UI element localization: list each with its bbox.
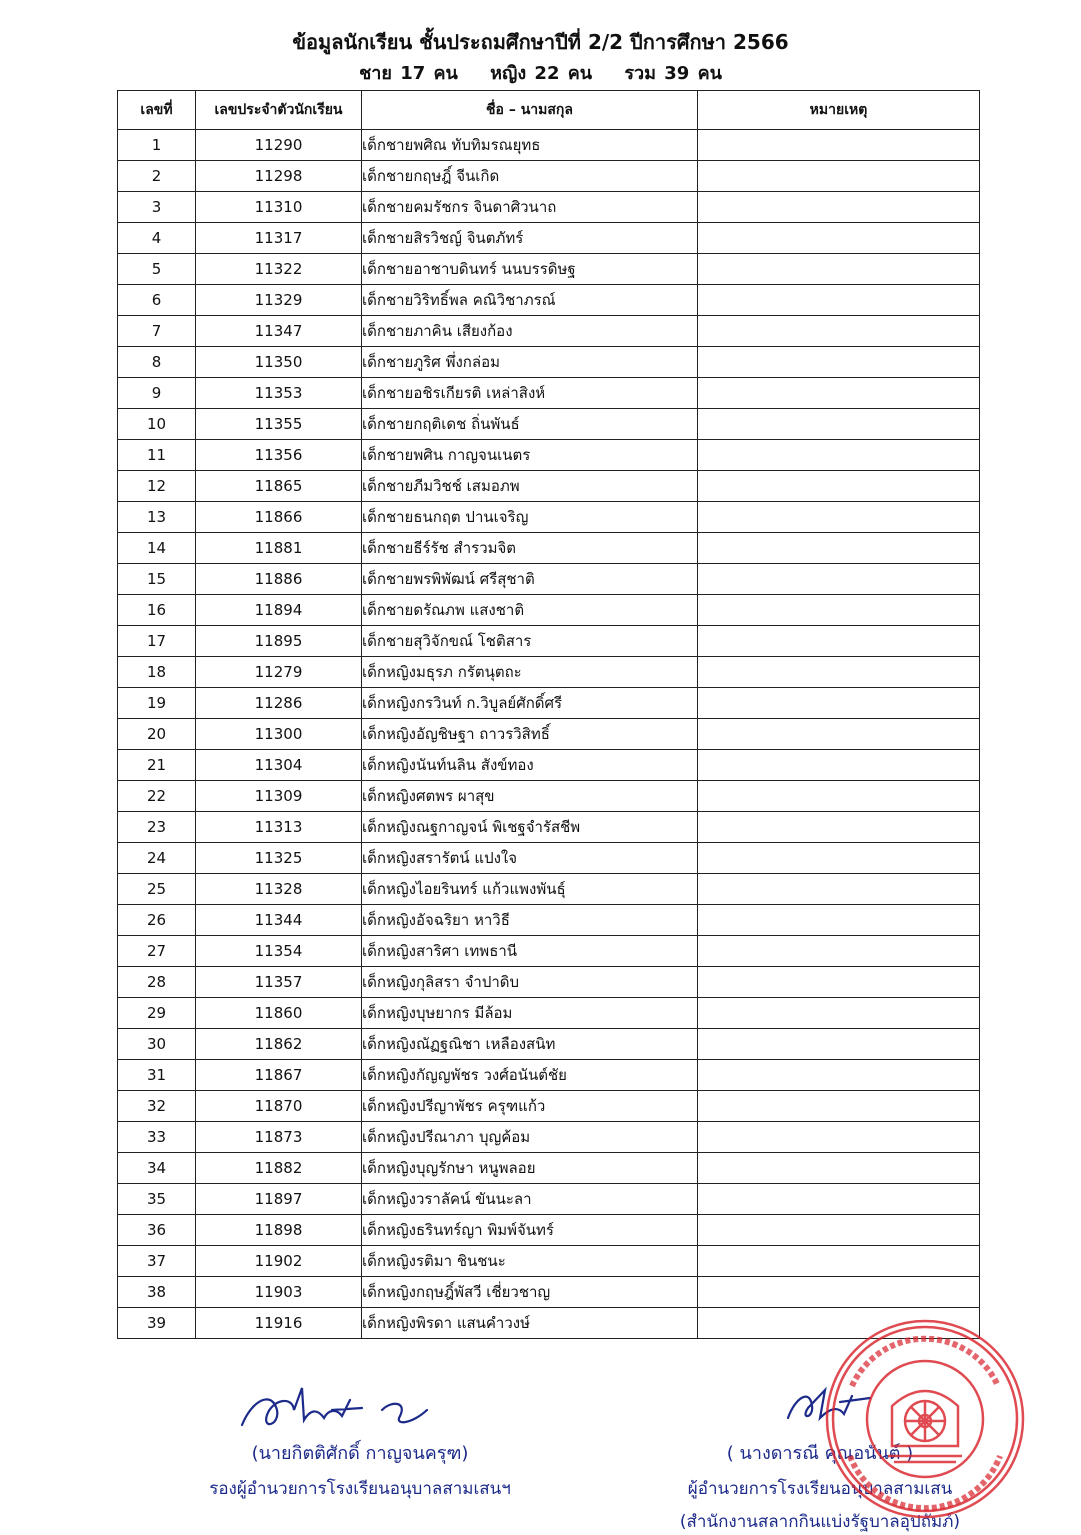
cell-student-id: 11902 — [196, 1246, 362, 1277]
cell-note — [698, 657, 980, 688]
female-count: หญิง 22 คน — [490, 63, 593, 84]
cell-note — [698, 719, 980, 750]
table-body — [118, 130, 980, 1339]
cell-name: เด็กชายพศิน กาญจนเนตร — [362, 440, 698, 471]
cell-name: เด็กชายกฤติเดช ถิ่นพันธ์ — [362, 409, 698, 440]
cell-no: 12 — [118, 471, 196, 502]
cell-student-id: 11298 — [196, 161, 362, 192]
header-no: เลขที่ — [118, 91, 196, 130]
cell-student-id: 11862 — [196, 1029, 362, 1060]
cell-student-id: 11870 — [196, 1091, 362, 1122]
cell-no: 34 — [118, 1153, 196, 1184]
enrollment-summary — [0, 58, 1081, 87]
cell-note — [698, 750, 980, 781]
cell-student-id: 11895 — [196, 626, 362, 657]
cell-note — [698, 130, 980, 161]
cell-name: เด็กหญิงกัญญพัชร วงศ์อนันต์ชัย — [362, 1060, 698, 1091]
cell-no: 7 — [118, 316, 196, 347]
cell-note — [698, 1277, 980, 1308]
cell-name: เด็กชายพรพิพัฒน์ ศรีสุชาติ — [362, 564, 698, 595]
cell-note — [698, 409, 980, 440]
cell-name: เด็กหญิงธรินทร์ญา พิมพ์จันทร์ — [362, 1215, 698, 1246]
cell-student-id: 11350 — [196, 347, 362, 378]
table-row — [118, 1122, 980, 1153]
cell-no: 28 — [118, 967, 196, 998]
table-row — [118, 130, 980, 161]
student-roster-table — [117, 90, 980, 1339]
cell-no: 19 — [118, 688, 196, 719]
cell-name: เด็กชายภาคิน เสียงก้อง — [362, 316, 698, 347]
cell-note — [698, 1184, 980, 1215]
school-seal-stamp — [822, 1316, 1028, 1522]
cell-name: เด็กหญิงศตพร ผาสุข — [362, 781, 698, 812]
table-row — [118, 1246, 980, 1277]
cell-no: 3 — [118, 192, 196, 223]
table-row — [118, 564, 980, 595]
table-row — [118, 409, 980, 440]
cell-student-id: 11328 — [196, 874, 362, 905]
cell-no: 18 — [118, 657, 196, 688]
cell-name: เด็กหญิงไอยรินทร์ แก้วแพงพันธุ์ — [362, 874, 698, 905]
cell-student-id: 11867 — [196, 1060, 362, 1091]
cell-name: เด็กชายคมรัชกร จินดาศิวนาถ — [362, 192, 698, 223]
cell-student-id: 11873 — [196, 1122, 362, 1153]
cell-no: 31 — [118, 1060, 196, 1091]
cell-student-id: 11317 — [196, 223, 362, 254]
cell-note — [698, 1122, 980, 1153]
header-student-id: เลขประจำตัวนักเรียน — [196, 91, 362, 130]
cell-no: 20 — [118, 719, 196, 750]
table-row — [118, 316, 980, 347]
cell-note — [698, 626, 980, 657]
header-name: ชื่อ – นามสกุล — [362, 91, 698, 130]
cell-student-id: 11357 — [196, 967, 362, 998]
cell-student-id: 11354 — [196, 936, 362, 967]
cell-name: เด็กชายสุวิจักขณ์ โชติสาร — [362, 626, 698, 657]
table-row — [118, 161, 980, 192]
cell-name: เด็กหญิงณฐกาญจน์ พิเชฐจำรัสชีพ — [362, 812, 698, 843]
cell-no: 9 — [118, 378, 196, 409]
cell-name: เด็กหญิงพิรดา แสนคำวงษ์ — [362, 1308, 698, 1339]
cell-no: 5 — [118, 254, 196, 285]
table-row — [118, 750, 980, 781]
table-row — [118, 471, 980, 502]
cell-note — [698, 1153, 980, 1184]
cell-note — [698, 192, 980, 223]
cell-no: 14 — [118, 533, 196, 564]
cell-student-id: 11286 — [196, 688, 362, 719]
cell-note — [698, 316, 980, 347]
cell-name: เด็กหญิงปรีญาพัชร ครุฑแก้ว — [362, 1091, 698, 1122]
cell-name: เด็กชายกฤษฎิ์ จีนเกิด — [362, 161, 698, 192]
cell-no: 4 — [118, 223, 196, 254]
cell-student-id: 11329 — [196, 285, 362, 316]
cell-name: เด็กหญิงนันท์นลิน สังข์ทอง — [362, 750, 698, 781]
cell-note — [698, 688, 980, 719]
cell-note — [698, 936, 980, 967]
cell-no: 35 — [118, 1184, 196, 1215]
cell-no: 25 — [118, 874, 196, 905]
cell-no: 24 — [118, 843, 196, 874]
table-row — [118, 998, 980, 1029]
cell-no: 26 — [118, 905, 196, 936]
cell-student-id: 11310 — [196, 192, 362, 223]
cell-no: 10 — [118, 409, 196, 440]
cell-name: เด็กหญิงบุษยากร มีล้อม — [362, 998, 698, 1029]
cell-note — [698, 564, 980, 595]
cell-note — [698, 471, 980, 502]
cell-note — [698, 781, 980, 812]
table-row — [118, 626, 980, 657]
table-row — [118, 1091, 980, 1122]
cell-student-id: 11860 — [196, 998, 362, 1029]
table-row — [118, 1060, 980, 1091]
cell-name: เด็กหญิงรติมา ชินชนะ — [362, 1246, 698, 1277]
cell-no: 16 — [118, 595, 196, 626]
cell-student-id: 11865 — [196, 471, 362, 502]
cell-name: เด็กหญิงมธุรภ กรัตนุตถะ — [362, 657, 698, 688]
cell-student-id: 11882 — [196, 1153, 362, 1184]
male-count: ชาย 17 คน — [359, 63, 458, 84]
cell-name: เด็กชายภูริศ พึ่งกล่อม — [362, 347, 698, 378]
table-row — [118, 254, 980, 285]
cell-name: เด็กชายธีร์รัช สำรวมจิต — [362, 533, 698, 564]
cell-name: เด็กหญิงบุญรักษา หนูพลอย — [362, 1153, 698, 1184]
table-row — [118, 874, 980, 905]
cell-name: เด็กชายอาชาบดินทร์ นนบรรดิษฐ — [362, 254, 698, 285]
cell-note — [698, 1091, 980, 1122]
cell-student-id: 11300 — [196, 719, 362, 750]
cell-student-id: 11344 — [196, 905, 362, 936]
table-row — [118, 1029, 980, 1060]
cell-note — [698, 440, 980, 471]
cell-name: เด็กหญิงณัฏฐณิชา เหลืองสนิท — [362, 1029, 698, 1060]
table-row — [118, 378, 980, 409]
table-row — [118, 967, 980, 998]
cell-student-id: 11279 — [196, 657, 362, 688]
table-row — [118, 502, 980, 533]
cell-no: 21 — [118, 750, 196, 781]
cell-no: 6 — [118, 285, 196, 316]
cell-name: เด็กหญิงกุลิสรา จำปาดิบ — [362, 967, 698, 998]
cell-no: 29 — [118, 998, 196, 1029]
cell-name: เด็กชายพศิณ ทับทิมรณยุทธ — [362, 130, 698, 161]
cell-name: เด็กหญิงอัจฉริยา หาวิธี — [362, 905, 698, 936]
cell-note — [698, 874, 980, 905]
table-row — [118, 533, 980, 564]
table-row — [118, 657, 980, 688]
cell-student-id: 11881 — [196, 533, 362, 564]
cell-name: เด็กหญิงกรวินท์ ก.วิบูลย์ศักดิ์ศรี — [362, 688, 698, 719]
signer-organization-right: (สำนักงานสลากกินแบ่งรัฐบาลอุปถัมภ์) — [679, 1512, 961, 1532]
cell-no: 27 — [118, 936, 196, 967]
cell-student-id: 11313 — [196, 812, 362, 843]
table-row — [118, 1184, 980, 1215]
table-row — [118, 347, 980, 378]
document-title: ข้อมูลนักเรียน ชั้นประถมศึกษาปีที่ 2/2 ปีการศึกษา 2566 — [292, 30, 789, 54]
cell-no: 37 — [118, 1246, 196, 1277]
cell-student-id: 11903 — [196, 1277, 362, 1308]
table-row — [118, 719, 980, 750]
table-row — [118, 688, 980, 719]
cell-no: 36 — [118, 1215, 196, 1246]
table-row — [118, 812, 980, 843]
table-row — [118, 285, 980, 316]
table-row — [118, 223, 980, 254]
cell-note — [698, 285, 980, 316]
cell-no: 23 — [118, 812, 196, 843]
cell-no: 2 — [118, 161, 196, 192]
cell-note — [698, 533, 980, 564]
cell-note — [698, 812, 980, 843]
cell-student-id: 11325 — [196, 843, 362, 874]
cell-student-id: 11309 — [196, 781, 362, 812]
signer-name-right: ( นางดารณี คุณอนันต์ ) — [726, 1443, 914, 1464]
signer-name-left: (นายกิตติศักดิ์ กาญจนครุฑ) — [251, 1443, 469, 1464]
cell-note — [698, 1215, 980, 1246]
cell-note — [698, 905, 980, 936]
cell-note — [698, 595, 980, 626]
table-row — [118, 440, 980, 471]
cell-student-id: 11347 — [196, 316, 362, 347]
cell-note — [698, 223, 980, 254]
cell-no: 8 — [118, 347, 196, 378]
cell-note — [698, 347, 980, 378]
table-row — [118, 843, 980, 874]
cell-note — [698, 1060, 980, 1091]
cell-name: เด็กชายภีมวิชช์ เสมอภพ — [362, 471, 698, 502]
cell-student-id: 11886 — [196, 564, 362, 595]
cell-name: เด็กชายวิริทธิ์พล คณิวิชาภรณ์ — [362, 285, 698, 316]
cell-name: เด็กชายดรัณภพ แสงชาติ — [362, 595, 698, 626]
cell-student-id: 11355 — [196, 409, 362, 440]
cell-name: เด็กหญิงสรารัตน์ แปงใจ — [362, 843, 698, 874]
cell-student-id: 11898 — [196, 1215, 362, 1246]
cell-note — [698, 1246, 980, 1277]
table-row — [118, 781, 980, 812]
cell-no: 38 — [118, 1277, 196, 1308]
cell-name: เด็กชายสิรวิชญ์ จินตภัทร์ — [362, 223, 698, 254]
signer-position-right: ผู้อำนวยการโรงเรียนอนุบาลสามเสน — [687, 1479, 953, 1499]
header-note: หมายเหตุ — [698, 91, 980, 130]
cell-name: เด็กหญิงปรีณาภา บุญค้อม — [362, 1122, 698, 1153]
total-count: รวม 39 คน — [624, 63, 722, 84]
cell-name: เด็กหญิงวราลัคน์ ขันนะลา — [362, 1184, 698, 1215]
cell-student-id: 11866 — [196, 502, 362, 533]
cell-name: เด็กหญิงสาริศา เทพธานี — [362, 936, 698, 967]
signature-block-left — [180, 1378, 540, 1502]
cell-note — [698, 998, 980, 1029]
cell-no: 11 — [118, 440, 196, 471]
signer-position-left: รองผู้อำนวยการโรงเรียนอนุบาลสามเสนฯ — [209, 1479, 511, 1499]
cell-no: 22 — [118, 781, 196, 812]
cell-no: 39 — [118, 1308, 196, 1339]
cell-student-id: 11322 — [196, 254, 362, 285]
cell-no: 1 — [118, 130, 196, 161]
cell-note — [698, 843, 980, 874]
table-row — [118, 192, 980, 223]
cell-no: 33 — [118, 1122, 196, 1153]
cell-name: เด็กหญิงกฤษฎิ์พัสวี เชี่ยวชาญ — [362, 1277, 698, 1308]
cell-name: เด็กหญิงอัญชิษฐา ถาวรวิสิทธิ์ — [362, 719, 698, 750]
cell-name: เด็กชายธนกฤต ปานเจริญ — [362, 502, 698, 533]
cell-note — [698, 1029, 980, 1060]
cell-no: 17 — [118, 626, 196, 657]
cell-no: 30 — [118, 1029, 196, 1060]
table-row — [118, 595, 980, 626]
cell-no: 13 — [118, 502, 196, 533]
cell-student-id: 11304 — [196, 750, 362, 781]
cell-student-id: 11897 — [196, 1184, 362, 1215]
cell-note — [698, 502, 980, 533]
table-header-row — [118, 91, 980, 130]
table-row — [118, 905, 980, 936]
table-row — [118, 936, 980, 967]
cell-name: เด็กชายอชิรเกียรติ เหล่าสิงห์ — [362, 378, 698, 409]
table-row — [118, 1277, 980, 1308]
cell-student-id: 11916 — [196, 1308, 362, 1339]
cell-note — [698, 967, 980, 998]
table-row — [118, 1215, 980, 1246]
cell-student-id: 11353 — [196, 378, 362, 409]
cell-note — [698, 161, 980, 192]
cell-student-id: 11894 — [196, 595, 362, 626]
cell-no: 15 — [118, 564, 196, 595]
cell-note — [698, 254, 980, 285]
cell-student-id: 11290 — [196, 130, 362, 161]
cell-student-id: 11356 — [196, 440, 362, 471]
cell-note — [698, 378, 980, 409]
table-row — [118, 1153, 980, 1184]
cell-no: 32 — [118, 1091, 196, 1122]
